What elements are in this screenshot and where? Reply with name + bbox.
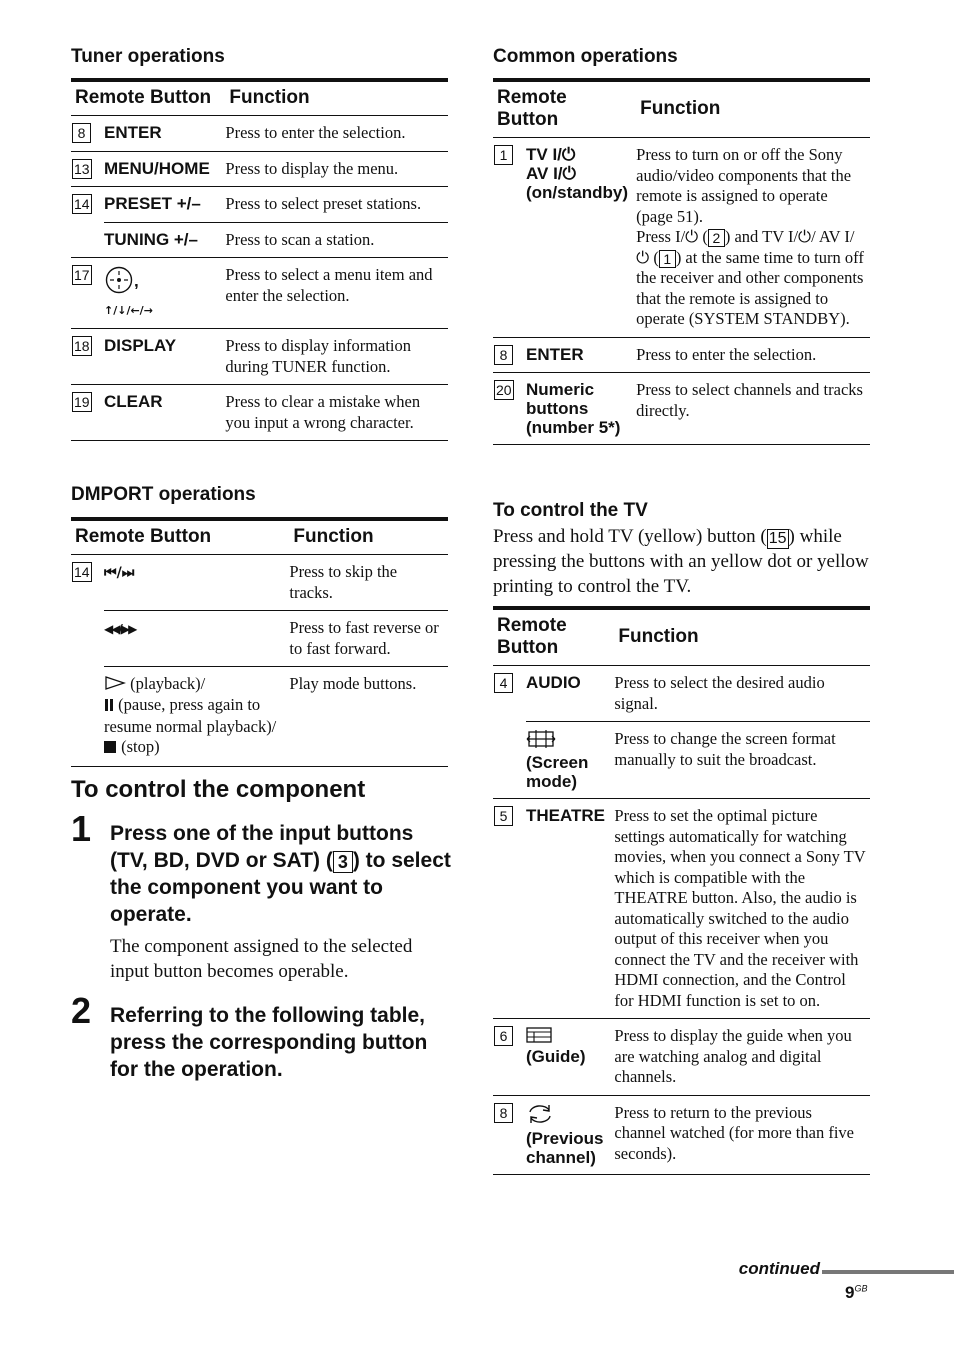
button-name: PRESET +/– (104, 187, 225, 223)
page-suffix: GB (854, 1283, 868, 1294)
function-text-part: Press I/⏻ ( (636, 227, 708, 246)
col-header-button: Remote Button (493, 608, 614, 666)
tuner-heading: Tuner operations (71, 46, 225, 67)
table-row (493, 799, 870, 1019)
table-row (71, 258, 448, 329)
function-text-part: ) and TV I/⏻/ AV I/⏻ ( (636, 227, 855, 267)
col-header-function: Function (614, 608, 870, 666)
ref-number: 19 (74, 394, 90, 410)
step-number: 2 (71, 990, 92, 1031)
function-text: Press to scan a station. (225, 222, 448, 258)
col-header-button: Remote Button (71, 519, 289, 555)
table-row (493, 337, 870, 373)
tuner-table (71, 78, 448, 441)
function-text: Press to enter the selection. (636, 337, 870, 373)
function-text-part: ) at the same time to turn off the receiver and other components that the remote is assigned to operate (SYSTEM STANDBY). (636, 247, 864, 328)
step2-text: Referring to the following table, press the corresponding button for the operation. (110, 1004, 428, 1081)
continued-label: continued (738, 1259, 820, 1278)
table-row (493, 722, 870, 799)
col-header-function: Function (289, 519, 448, 555)
button-separator: , (134, 271, 139, 291)
common-table (493, 78, 870, 445)
ref-number: 17 (74, 267, 90, 283)
table-row (71, 116, 448, 152)
table-row (71, 385, 448, 441)
page-number (845, 1283, 867, 1303)
tv-intro-pre: Press and hold TV (yellow) button ( (493, 526, 767, 547)
play-label: (playback)/ (130, 674, 206, 693)
function-text: Press to enter the selection. (225, 123, 406, 142)
ref-number: 14 (74, 196, 90, 212)
arrow-keys-icon: ↑/↓/←/→ (104, 304, 153, 317)
ref-number: 14 (74, 564, 90, 580)
button-name: TUNING +/– (104, 222, 225, 258)
function-text: Play mode buttons. (289, 667, 448, 767)
ref-number: 1 (659, 250, 676, 268)
table-row (71, 555, 448, 611)
function-text: Press to select the desired audio signal. (614, 673, 825, 713)
step1-text-post: ) to select the component you want to operate. (110, 849, 451, 926)
col-header-function: Function (636, 80, 870, 138)
table-row (493, 138, 870, 338)
continued-rule (822, 1270, 954, 1274)
table-row (493, 666, 870, 722)
ref-number: 8 (494, 345, 513, 365)
button-name: THEATRE (526, 799, 614, 1019)
step1-text (110, 820, 455, 928)
table-row (493, 1095, 870, 1174)
page-number-value: 9 (845, 1283, 855, 1302)
common-heading: Common operations (493, 46, 678, 67)
tv-intro (493, 524, 873, 599)
button-name-line: Numeric (526, 380, 595, 399)
ref-number: 8 (494, 1103, 513, 1123)
button-name: (Previous channel) (526, 1128, 604, 1167)
play-icon (104, 675, 126, 696)
button-name-line: buttons (526, 399, 589, 418)
step1-text-pre: Press one of the input buttons (TV, BD, DVD or SAT) ( (110, 822, 414, 872)
ref-number: 20 (496, 382, 512, 398)
function-text: Press to select preset stations. (225, 187, 448, 223)
ref-number: 6 (494, 1026, 513, 1046)
col-header-function: Function (225, 80, 448, 116)
skip-icon: ⏮/⏭ (104, 565, 135, 581)
function-text: Press to display the guide when you are watching analog and digital channels. (614, 1019, 870, 1096)
function-text (636, 138, 870, 338)
dmport-heading: DMPORT operations (71, 484, 256, 505)
button-name: DISPLAY (104, 329, 225, 385)
ref-number: 18 (74, 338, 90, 354)
button-name: ENTER (104, 123, 162, 142)
tv-intro-post: ) while pressing the buttons with an yellow dot or yellow printing to control the TV. (493, 526, 869, 597)
function-text: Press to set the optimal picture settings automatically for watching movies, when you connect a Sony TV which is compatible with the THEATRE button. Also, the audio is automatically switched to the audio output of this receiver when you connect the TV and the receiver with HDMI connection, and the Control for HDMI function is set to on. (614, 799, 870, 1019)
ref-number: 1 (494, 145, 513, 165)
function-text: Press to clear a mistake when you input a wrong character. (225, 385, 448, 441)
ref-number: 2 (708, 229, 725, 247)
function-text: Press to fast reverse or to fast forward. (289, 611, 448, 667)
button-name-line: (on/standby) (526, 183, 628, 202)
col-header-button: Remote Button (493, 80, 636, 138)
col-header-button: Remote Button (71, 80, 225, 116)
button-name: MENU/HOME (104, 151, 225, 187)
function-text: Press to display the menu. (225, 151, 448, 187)
table-row (493, 1019, 870, 1096)
function-text: Press to display information during TUNER function. (225, 329, 448, 385)
joystick-icon (104, 265, 134, 299)
function-text-part: Press to turn on or off the Sony audio/video components that the remote is assigned to operate (page 51). (636, 145, 852, 226)
step-number: 1 (71, 808, 92, 849)
guide-icon (526, 1027, 552, 1047)
ref-number: 5 (494, 806, 513, 826)
button-name: AUDIO (526, 673, 581, 692)
table-row (71, 151, 448, 187)
ref-number: 13 (74, 160, 90, 177)
ref-number: 15 (768, 530, 787, 547)
table-row (71, 611, 448, 667)
button-name: ENTER (526, 337, 636, 373)
step1-body: The component assigned to the selected input button becomes operable. (110, 936, 413, 982)
function-text: Press to skip the tracks. (289, 562, 398, 602)
fast-forward-reverse-icon: ◀◀/▶▶ (104, 622, 136, 636)
screen-mode-icon (526, 729, 556, 753)
table-row (71, 667, 448, 767)
button-name: CLEAR (104, 385, 225, 441)
table-row (71, 329, 448, 385)
stop-label: (stop) (121, 737, 160, 757)
function-text: Press to select channels and tracks directly. (636, 373, 870, 445)
table-row (71, 187, 448, 223)
pause-icon (104, 696, 114, 717)
tv-table (493, 606, 870, 1175)
function-text: Press to return to the previous channel watched (for more than five seconds). (614, 1095, 870, 1174)
function-text: Press to change the screen format manually to suit the broadcast. (614, 722, 870, 799)
button-name-line: (number 5*) (526, 418, 621, 437)
table-row (71, 222, 448, 258)
button-name-line: AV I/⏻ (526, 164, 576, 183)
table-row (493, 373, 870, 445)
button-name-line: TV I/⏻ (526, 145, 576, 164)
tv-heading: To control the TV (493, 500, 648, 521)
stop-icon (104, 738, 117, 759)
button-name: (Screen mode) (526, 753, 589, 791)
dmport-table (71, 517, 448, 767)
pause-label: (pause, press again to resume normal playback)/ (104, 695, 277, 736)
previous-channel-icon (526, 1103, 554, 1129)
component-heading: To control the component (71, 776, 366, 803)
ref-number: 4 (494, 673, 513, 693)
function-text: Press to select a menu item and enter the selection. (225, 258, 448, 329)
ref-number: 3 (333, 851, 353, 873)
ref-number: 8 (72, 123, 91, 143)
button-name: (Guide) (526, 1046, 586, 1066)
